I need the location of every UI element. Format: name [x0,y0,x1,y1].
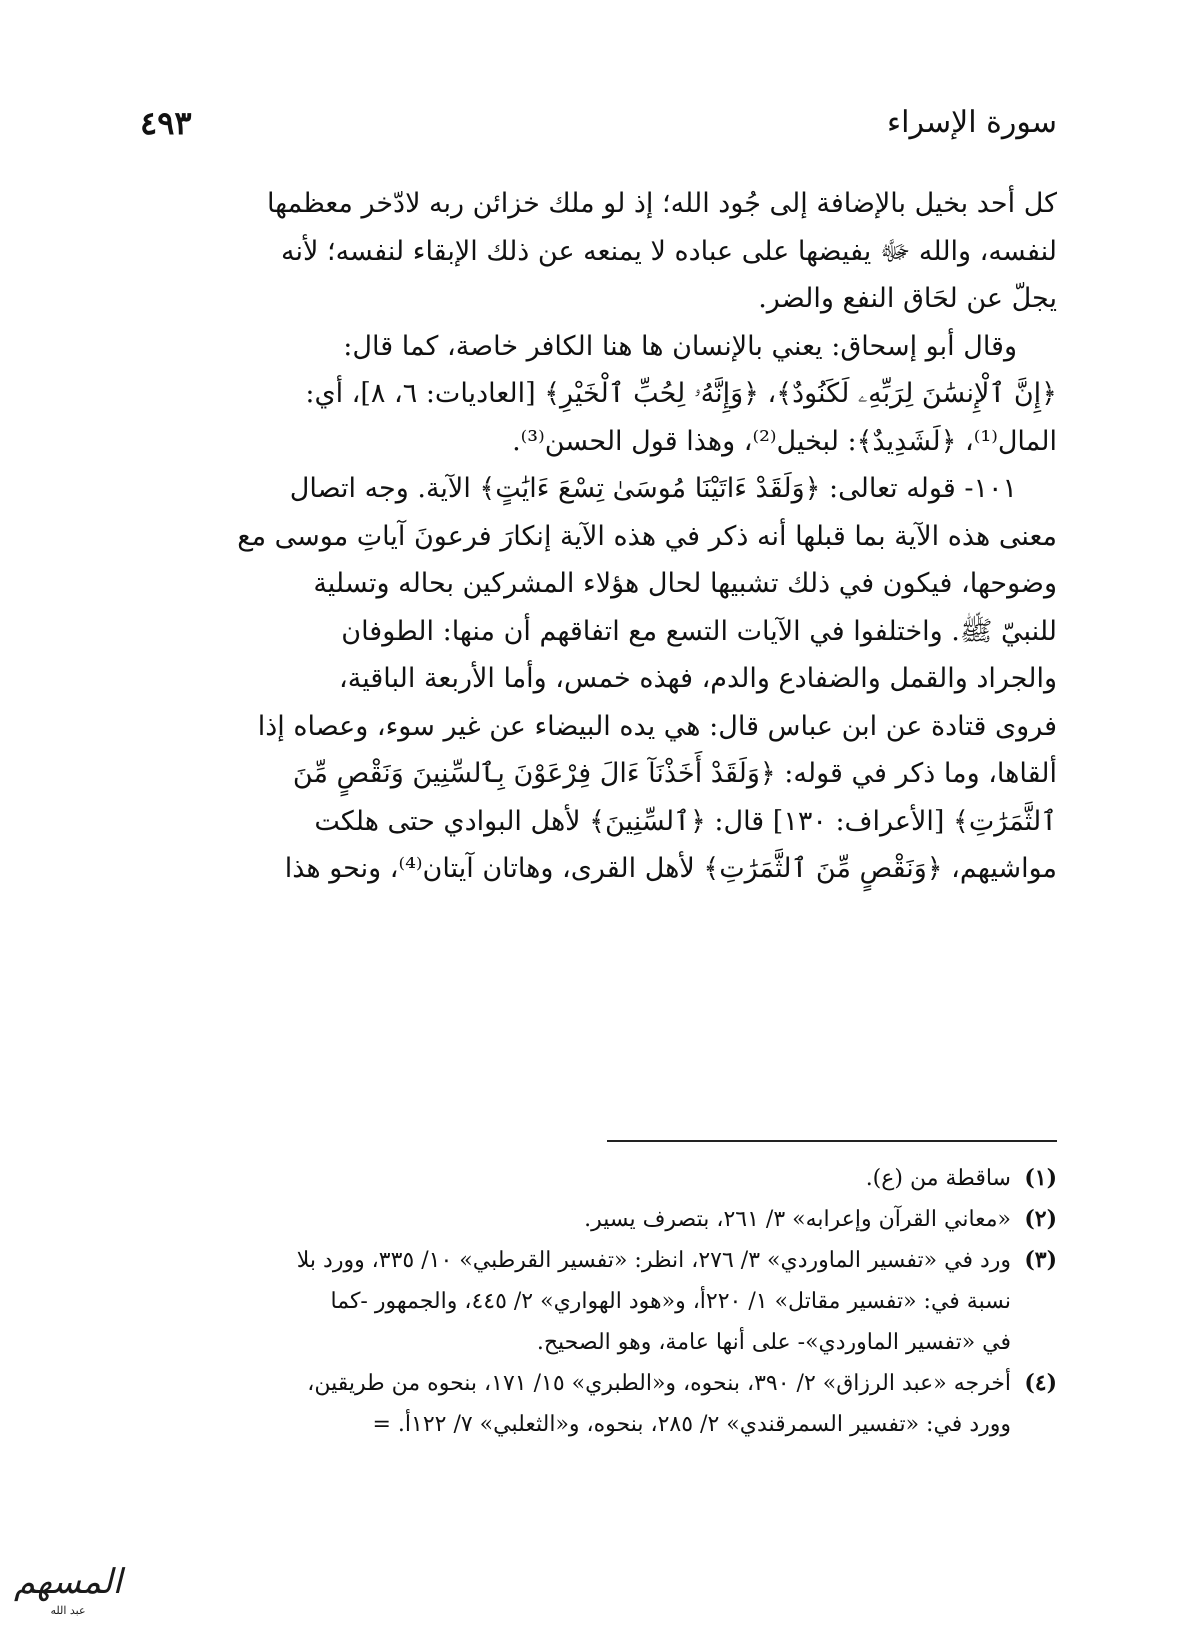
footnote-text: «معاني القرآن وإعرابه» ٣/ ٢٦١، بتصرف يسير. [584,1207,1011,1232]
surah-title: سورة الإسراء [887,105,1057,140]
footnote [130,1240,1057,1363]
paragraph: ١٠١- قوله تعالى: ﴿وَلَقَدْ ءَاتَيْنَا مُوسَىٰ تِسْعَ ءَايَٰتٍ﴾ الآية. وجه اتصال معنى هذه الآية بما قبلها أنه ذكر في هذه الآية إنكارَ فرعونَ آياتِ موسى مع وضوحها، فيكون في ذلك تشبيها لحال هؤلاء المشركين بحاله وتسلية للنبيّ ﷺ. واختلفوا في الآيات التسع مع اتفاقهم أن منها: الطوفان والجراد والقمل والضفادع والدم، فهذه خمس، وأما الأربعة الباقية، فروى قتادة عن ابن عباس قال: هي يده البيضاء عن غير سوء، وعصاه إذا ألقاها، وما ذكر في قوله: ﴿وَلَقَدْ أَخَذْنَآ ءَالَ فِرْعَوْنَ بِٱلسِّنِينَ وَنَقْصٍ مِّنَ ٱلثَّمَرَٰتِ﴾ [الأعراف: ١٣٠] قال: ﴿ٱلسِّنِينَ﴾ لأهل البوادي حتى هلكت مواشيهم، ﴿وَنَقْصٍ مِّنَ ٱلثَّمَرَٰتِ﴾ لأهل القرى، وهاتان آيتان⁽⁴⁾، ونحو هذا [237,473,1057,884]
footnote [130,1158,1057,1199]
paragraph: كل أحد بخيل بالإضافة إلى جُود الله؛ إذ لو ملك خزائن ربه لادّخر معظمها لنفسه، والله ﷻ يفيضها على عباده لا يمنعه عن ذلك الإبقاء لنفسه؛ لأنه يجلّ عن لحَاق النفع والضر. [266,188,1057,314]
footnote [130,1199,1057,1240]
page-header [130,98,1057,148]
footnote-number: (٤) [1024,1370,1057,1396]
footnote-number: (٢) [1024,1206,1057,1232]
footnote-number: (١) [1024,1165,1057,1191]
paragraph: وقال أبو إسحاق: يعني بالإنسان ها هنا الكافر خاصة، كما قال: ﴿إِنَّ ٱلْإِنسَٰنَ لِرَبِّهِۦ لَكَنُودٌ﴾، ﴿وَإِنَّهُۥ لِحُبِّ ٱلْخَيْرِ﴾ [العاديات: ٦، ٨]، أي: المال⁽¹⁾، ﴿لَشَدِيدٌ﴾: لبخيل⁽²⁾، وهذا قول الحسن⁽³⁾. [305,330,1057,457]
footnote-text: ورد في «تفسير الماوردي» ٣/ ٢٧٦، انظر: «تفسير القرطبي» ١٠/ ٣٣٥، وورد بلا نسبة في: «تفسير مقاتل» ١/ ٢٢٠أ، و«هود الهواري» ٢/ ٤٤٥، والجمهور -كما في «تفسير الماوردي»- على أنها عامة، وهو الصحيح. [296,1248,1011,1355]
footnote-text: ساقطة من (ع). [865,1166,1011,1191]
publisher-watermark-logo [8,1560,128,1630]
footnote-divider [607,1140,1057,1142]
footnote-number: (٣) [1024,1247,1057,1273]
watermark-subtext: عبد الله [50,1604,86,1617]
page-number: ٤٩٣ [140,104,192,142]
footnote [130,1363,1057,1445]
footnotes [130,1158,1057,1445]
footnote-text: أخرجه «عبد الرزاق» ٢/ ٣٩٠، بنحوه، و«الطبري» ١٥/ ١٧١، بنحوه من طريقين، وورد في: «تفسير السمرقندي» ٢/ ٢٨٥، بنحوه، و«الثعلبي» ٧/ ١٢٢أ. = [307,1371,1011,1437]
main-text [130,180,1057,893]
watermark-text: المسهم [13,1562,123,1602]
